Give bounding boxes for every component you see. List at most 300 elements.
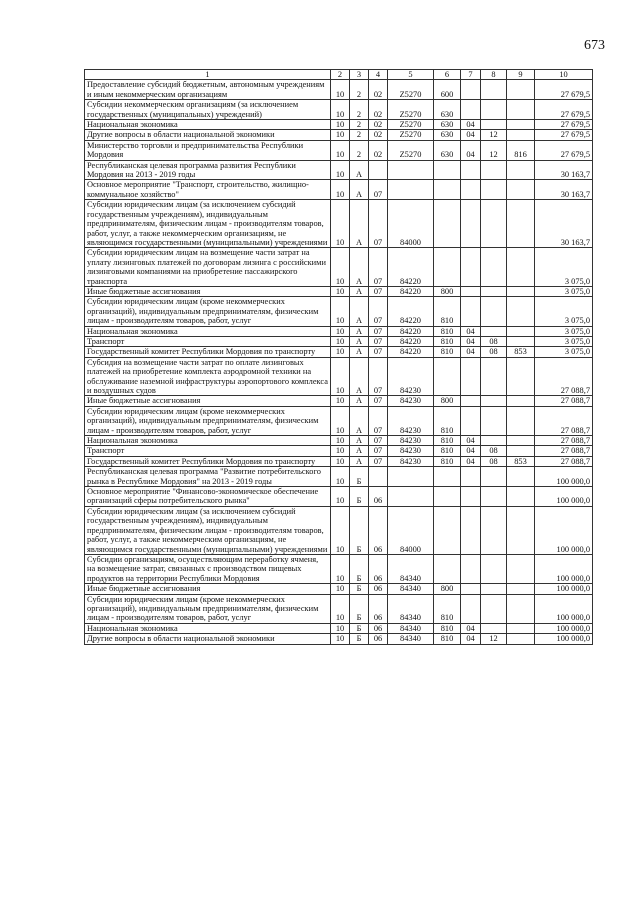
cell-code-2: 10	[331, 634, 350, 644]
cell-code-5: Z5270	[388, 100, 434, 120]
cell-code-6	[434, 248, 461, 287]
row-description: Иные бюджетные ассигнования	[85, 584, 331, 594]
row-description: Национальная экономика	[85, 436, 331, 446]
cell-code-9	[507, 180, 535, 200]
cell-code-6: 810	[434, 406, 461, 435]
cell-code-2: 10	[331, 396, 350, 406]
row-description: Иные бюджетные ассигнования	[85, 396, 331, 406]
cell-code-7	[461, 506, 481, 554]
cell-code-7	[461, 594, 481, 623]
cell-code-3: А	[350, 406, 369, 435]
table-row	[85, 554, 593, 583]
row-description: Субсидии юридическим лицам (кроме некоммерческих организаций), индивидуальным предпринимателям, физическим лицам - производителям товаров, работ, услуг	[85, 406, 331, 435]
table-row	[85, 406, 593, 435]
table-row	[85, 446, 593, 456]
cell-code-4: 07	[369, 446, 388, 456]
cell-code-9	[507, 248, 535, 287]
cell-code-5: Z5270	[388, 120, 434, 130]
table-row	[85, 623, 593, 633]
cell-code-7	[461, 80, 481, 100]
row-description: Иные бюджетные ассигнования	[85, 286, 331, 296]
cell-code-8	[481, 594, 507, 623]
row-description: Основное мероприятие "Транспорт, строительство, жилищно-коммунальное хозяйство"	[85, 180, 331, 200]
cell-code-8	[481, 623, 507, 633]
cell-code-2: 10	[331, 100, 350, 120]
cell-code-8	[481, 248, 507, 287]
cell-code-7	[461, 160, 481, 180]
cell-code-2: 10	[331, 436, 350, 446]
cell-code-9	[507, 467, 535, 487]
cell-code-7	[461, 180, 481, 200]
column-header: 1	[85, 70, 331, 80]
page-number: 673	[584, 38, 605, 53]
cell-code-6	[434, 160, 461, 180]
cell-code-9	[507, 297, 535, 326]
cell-code-6: 810	[434, 594, 461, 623]
cell-code-9	[507, 584, 535, 594]
row-description: Субсидии организациям, осуществляющим переработку ячменя, на возмещение затрат, связанных с производством пищевых продуктов на территории Республики Мордовия	[85, 554, 331, 583]
cell-code-2: 10	[331, 554, 350, 583]
table-row	[85, 100, 593, 120]
cell-code-8	[481, 160, 507, 180]
row-amount: 3 075,0	[535, 248, 593, 287]
cell-code-8	[481, 584, 507, 594]
cell-code-5: Z5270	[388, 130, 434, 140]
row-amount: 100 000,0	[535, 623, 593, 633]
row-description: Другие вопросы в области национальной экономики	[85, 634, 331, 644]
cell-code-3: 2	[350, 130, 369, 140]
cell-code-4: 07	[369, 286, 388, 296]
cell-code-2: 10	[331, 406, 350, 435]
cell-code-8: 08	[481, 456, 507, 466]
row-description: Субсидии юридическим лицам (за исключением субсидий государственным учреждениям), индивидуальным предпринимателям, физическим лицам - производителям товаров, работ, услуг, а также некоммерческим организациям, не являющимся государственными (муниципальными) учреждениями	[85, 506, 331, 554]
cell-code-5	[388, 180, 434, 200]
cell-code-3: А	[350, 326, 369, 336]
cell-code-8	[481, 506, 507, 554]
cell-code-3: Б	[350, 634, 369, 644]
cell-code-3: А	[350, 446, 369, 456]
cell-code-7: 04	[461, 130, 481, 140]
cell-code-3: А	[350, 297, 369, 326]
column-header: 8	[481, 70, 507, 80]
row-amount: 100 000,0	[535, 594, 593, 623]
cell-code-3: А	[350, 396, 369, 406]
row-description: Министерство торговли и предпринимательства Республики Мордовия	[85, 140, 331, 160]
cell-code-5: 84220	[388, 326, 434, 336]
cell-code-6: 810	[434, 336, 461, 346]
row-amount: 100 000,0	[535, 506, 593, 554]
cell-code-5: 84230	[388, 406, 434, 435]
table-row	[85, 456, 593, 466]
cell-code-5: 84220	[388, 248, 434, 287]
cell-code-5: 84340	[388, 584, 434, 594]
cell-code-6: 810	[434, 623, 461, 633]
cell-code-6	[434, 180, 461, 200]
cell-code-9	[507, 130, 535, 140]
cell-code-5	[388, 467, 434, 487]
cell-code-8	[481, 200, 507, 248]
row-amount: 100 000,0	[535, 634, 593, 644]
row-amount: 27 679,5	[535, 140, 593, 160]
cell-code-7	[461, 357, 481, 396]
row-description: Основное мероприятие "Финансово-экономическое обеспечение организаций сферы потребительского рынка"	[85, 487, 331, 507]
cell-code-8	[481, 467, 507, 487]
cell-code-2: 10	[331, 594, 350, 623]
cell-code-2: 10	[331, 140, 350, 160]
cell-code-3: А	[350, 347, 369, 357]
cell-code-5: 84230	[388, 456, 434, 466]
cell-code-8	[481, 120, 507, 130]
table-row	[85, 140, 593, 160]
cell-code-4: 07	[369, 396, 388, 406]
cell-code-9	[507, 160, 535, 180]
cell-code-8: 12	[481, 634, 507, 644]
cell-code-2: 10	[331, 456, 350, 466]
cell-code-7: 04	[461, 436, 481, 446]
cell-code-4: 02	[369, 80, 388, 100]
row-description: Национальная экономика	[85, 623, 331, 633]
cell-code-4: 07	[369, 347, 388, 357]
cell-code-8	[481, 554, 507, 583]
table-row	[85, 357, 593, 396]
cell-code-6: 800	[434, 584, 461, 594]
row-description: Субсидии некоммерческим организациям (за исключением государственных (муниципальных) учреждений)	[85, 100, 331, 120]
cell-code-4: 07	[369, 436, 388, 446]
row-description: Национальная экономика	[85, 326, 331, 336]
row-amount: 3 075,0	[535, 326, 593, 336]
cell-code-4: 06	[369, 506, 388, 554]
column-header: 10	[535, 70, 593, 80]
table-row	[85, 130, 593, 140]
cell-code-9: 853	[507, 347, 535, 357]
cell-code-2: 10	[331, 297, 350, 326]
table-row	[85, 594, 593, 623]
cell-code-3: Б	[350, 506, 369, 554]
table-body	[85, 80, 593, 644]
cell-code-2: 10	[331, 623, 350, 633]
cell-code-5: 84230	[388, 357, 434, 396]
cell-code-9	[507, 406, 535, 435]
cell-code-5: 84340	[388, 634, 434, 644]
table-row	[85, 297, 593, 326]
cell-code-2: 10	[331, 357, 350, 396]
cell-code-6: 810	[434, 326, 461, 336]
table-row	[85, 326, 593, 336]
row-amount: 27 088,7	[535, 357, 593, 396]
cell-code-9	[507, 120, 535, 130]
column-header: 7	[461, 70, 481, 80]
row-amount: 27 088,7	[535, 456, 593, 466]
table-row	[85, 120, 593, 130]
cell-code-6: 800	[434, 286, 461, 296]
cell-code-7	[461, 200, 481, 248]
row-description: Национальная экономика	[85, 120, 331, 130]
cell-code-7: 04	[461, 634, 481, 644]
table-row	[85, 80, 593, 100]
table-row	[85, 248, 593, 287]
row-amount: 30 163,7	[535, 200, 593, 248]
row-amount: 100 000,0	[535, 467, 593, 487]
cell-code-2: 10	[331, 130, 350, 140]
cell-code-4: 06	[369, 554, 388, 583]
cell-code-6: 810	[434, 446, 461, 456]
cell-code-6: 630	[434, 100, 461, 120]
cell-code-4: 06	[369, 584, 388, 594]
cell-code-3: Б	[350, 487, 369, 507]
column-header: 5	[388, 70, 434, 80]
cell-code-3: А	[350, 286, 369, 296]
cell-code-3: Б	[350, 584, 369, 594]
cell-code-8: 12	[481, 140, 507, 160]
cell-code-4	[369, 467, 388, 487]
cell-code-6	[434, 357, 461, 396]
cell-code-9	[507, 594, 535, 623]
table-row	[85, 634, 593, 644]
row-description: Транспорт	[85, 336, 331, 346]
cell-code-2: 10	[331, 326, 350, 336]
cell-code-3: 2	[350, 80, 369, 100]
cell-code-3: А	[350, 436, 369, 446]
cell-code-8: 08	[481, 446, 507, 456]
table-row	[85, 347, 593, 357]
table-row	[85, 336, 593, 346]
column-header: 3	[350, 70, 369, 80]
row-amount: 3 075,0	[535, 347, 593, 357]
cell-code-9	[507, 396, 535, 406]
cell-code-4: 06	[369, 623, 388, 633]
table-row	[85, 436, 593, 446]
cell-code-4: 07	[369, 297, 388, 326]
cell-code-9	[507, 80, 535, 100]
cell-code-2: 10	[331, 180, 350, 200]
row-description: Государственный комитет Республики Мордовия по транспорту	[85, 347, 331, 357]
cell-code-5: 84230	[388, 446, 434, 456]
cell-code-8	[481, 396, 507, 406]
cell-code-6: 810	[434, 436, 461, 446]
cell-code-8: 12	[481, 130, 507, 140]
budget-table	[84, 69, 593, 645]
cell-code-4: 07	[369, 180, 388, 200]
row-amount: 3 075,0	[535, 297, 593, 326]
cell-code-2: 10	[331, 446, 350, 456]
cell-code-3: А	[350, 248, 369, 287]
row-amount: 27 088,7	[535, 446, 593, 456]
cell-code-3: Б	[350, 554, 369, 583]
cell-code-9	[507, 436, 535, 446]
cell-code-7	[461, 406, 481, 435]
cell-code-6: 800	[434, 396, 461, 406]
row-description: Государственный комитет Республики Мордовия по транспорту	[85, 456, 331, 466]
cell-code-4: 07	[369, 248, 388, 287]
cell-code-8	[481, 297, 507, 326]
cell-code-7	[461, 487, 481, 507]
cell-code-2: 10	[331, 200, 350, 248]
row-amount: 3 075,0	[535, 336, 593, 346]
cell-code-2: 10	[331, 584, 350, 594]
table-row	[85, 286, 593, 296]
cell-code-7: 04	[461, 623, 481, 633]
cell-code-3: 2	[350, 140, 369, 160]
column-header: 2	[331, 70, 350, 80]
cell-code-3: А	[350, 200, 369, 248]
cell-code-9: 816	[507, 140, 535, 160]
row-amount: 100 000,0	[535, 554, 593, 583]
cell-code-8	[481, 487, 507, 507]
cell-code-5: 84220	[388, 297, 434, 326]
cell-code-4	[369, 160, 388, 180]
cell-code-6	[434, 487, 461, 507]
cell-code-7	[461, 297, 481, 326]
cell-code-3: 2	[350, 120, 369, 130]
cell-code-2: 10	[331, 336, 350, 346]
cell-code-8	[481, 180, 507, 200]
cell-code-6: 630	[434, 120, 461, 130]
cell-code-3: 2	[350, 100, 369, 120]
table-row	[85, 160, 593, 180]
cell-code-5: 84000	[388, 200, 434, 248]
cell-code-4: 07	[369, 456, 388, 466]
cell-code-7: 04	[461, 140, 481, 160]
cell-code-2: 10	[331, 347, 350, 357]
cell-code-3: А	[350, 180, 369, 200]
cell-code-5: 84340	[388, 594, 434, 623]
cell-code-4: 02	[369, 140, 388, 160]
cell-code-8	[481, 357, 507, 396]
cell-code-4: 07	[369, 326, 388, 336]
cell-code-2: 10	[331, 487, 350, 507]
cell-code-6	[434, 506, 461, 554]
row-amount: 3 075,0	[535, 286, 593, 296]
table-header-row	[85, 70, 593, 80]
cell-code-5: 84230	[388, 436, 434, 446]
row-amount: 100 000,0	[535, 487, 593, 507]
table-row	[85, 584, 593, 594]
cell-code-9	[507, 286, 535, 296]
cell-code-5: Z5270	[388, 140, 434, 160]
row-description: Субсидии юридическим лицам (кроме некоммерческих организаций), индивидуальным предпринимателям, физическим лицам - производителям товаров, работ, услуг	[85, 297, 331, 326]
cell-code-5: 84340	[388, 623, 434, 633]
cell-code-7: 04	[461, 120, 481, 130]
row-description: Субсидии юридическим лицам на возмещение части затрат на уплату лизинговых платежей по договорам лизинга с российскими лизинговыми компаниями на приобретение пассажирского транспорта	[85, 248, 331, 287]
cell-code-2: 10	[331, 286, 350, 296]
table-row	[85, 506, 593, 554]
cell-code-7	[461, 554, 481, 583]
cell-code-6: 810	[434, 634, 461, 644]
row-description: Транспорт	[85, 446, 331, 456]
cell-code-8	[481, 286, 507, 296]
cell-code-8	[481, 326, 507, 336]
cell-code-4: 06	[369, 487, 388, 507]
cell-code-3: А	[350, 456, 369, 466]
row-description: Субсидии юридическим лицам (кроме некоммерческих организаций), индивидуальным предпринимателям, физическим лицам - производителям товаров, работ, услуг	[85, 594, 331, 623]
cell-code-9	[507, 100, 535, 120]
cell-code-4: 06	[369, 634, 388, 644]
cell-code-7: 04	[461, 326, 481, 336]
cell-code-9	[507, 336, 535, 346]
cell-code-9	[507, 446, 535, 456]
row-amount: 30 163,7	[535, 180, 593, 200]
table-row	[85, 487, 593, 507]
cell-code-8	[481, 436, 507, 446]
cell-code-2: 10	[331, 248, 350, 287]
column-header: 4	[369, 70, 388, 80]
cell-code-2: 10	[331, 160, 350, 180]
cell-code-6	[434, 554, 461, 583]
cell-code-4: 02	[369, 100, 388, 120]
row-description: Республиканская целевая программа "Развитие потребительского рынка в Республике Мордовия" на 2013 - 2019 годы	[85, 467, 331, 487]
cell-code-4: 02	[369, 130, 388, 140]
cell-code-5: 84220	[388, 336, 434, 346]
row-amount: 27 088,7	[535, 396, 593, 406]
cell-code-9	[507, 506, 535, 554]
cell-code-8: 08	[481, 336, 507, 346]
cell-code-6	[434, 200, 461, 248]
cell-code-9: 853	[507, 456, 535, 466]
row-description: Другие вопросы в области национальной экономики	[85, 130, 331, 140]
row-description: Предоставление субсидий бюджетным, автономным учреждениям и иным некоммерческим организациям	[85, 80, 331, 100]
cell-code-6: 600	[434, 80, 461, 100]
cell-code-6: 810	[434, 297, 461, 326]
cell-code-7: 04	[461, 347, 481, 357]
cell-code-9	[507, 200, 535, 248]
cell-code-2: 10	[331, 467, 350, 487]
cell-code-5: 84340	[388, 554, 434, 583]
column-header: 6	[434, 70, 461, 80]
cell-code-6: 810	[434, 456, 461, 466]
cell-code-3: Б	[350, 623, 369, 633]
cell-code-8	[481, 406, 507, 435]
column-header: 9	[507, 70, 535, 80]
table-row	[85, 180, 593, 200]
cell-code-5	[388, 487, 434, 507]
row-amount: 27 679,5	[535, 130, 593, 140]
cell-code-2: 10	[331, 80, 350, 100]
row-description: Субсидия на возмещение части затрат по оплате лизинговых платежей на приобретение комплекта аэродромной техники на обслуживание наземной инфраструктуры аэропортового комплекса и воздушных судов	[85, 357, 331, 396]
cell-code-7	[461, 248, 481, 287]
row-description: Республиканская целевая программа развития Республики Мордовия на 2013 - 2019 годы	[85, 160, 331, 180]
cell-code-3: Б	[350, 467, 369, 487]
row-amount: 27 679,5	[535, 80, 593, 100]
cell-code-4: 07	[369, 406, 388, 435]
cell-code-6	[434, 467, 461, 487]
row-amount: 30 163,7	[535, 160, 593, 180]
cell-code-5: 84000	[388, 506, 434, 554]
cell-code-9	[507, 326, 535, 336]
cell-code-7: 04	[461, 336, 481, 346]
cell-code-4: 07	[369, 200, 388, 248]
cell-code-3: Б	[350, 594, 369, 623]
table-row	[85, 467, 593, 487]
cell-code-5: 84220	[388, 347, 434, 357]
cell-code-9	[507, 623, 535, 633]
table-row	[85, 200, 593, 248]
row-description: Субсидии юридическим лицам (за исключением субсидий государственным учреждениям), индивидуальным предпринимателям, физическим лицам - производителям товаров, работ, услуг, а также некоммерческим организациям, не являющимся государственными (муниципальными) учреждениями	[85, 200, 331, 248]
cell-code-6: 630	[434, 140, 461, 160]
cell-code-4: 02	[369, 120, 388, 130]
cell-code-2: 10	[331, 506, 350, 554]
cell-code-7	[461, 584, 481, 594]
cell-code-7	[461, 467, 481, 487]
cell-code-6: 810	[434, 347, 461, 357]
cell-code-3: А	[350, 357, 369, 396]
cell-code-3: А	[350, 160, 369, 180]
cell-code-8	[481, 100, 507, 120]
cell-code-8	[481, 80, 507, 100]
cell-code-9	[507, 357, 535, 396]
cell-code-9	[507, 554, 535, 583]
table-row	[85, 396, 593, 406]
row-amount: 100 000,0	[535, 584, 593, 594]
